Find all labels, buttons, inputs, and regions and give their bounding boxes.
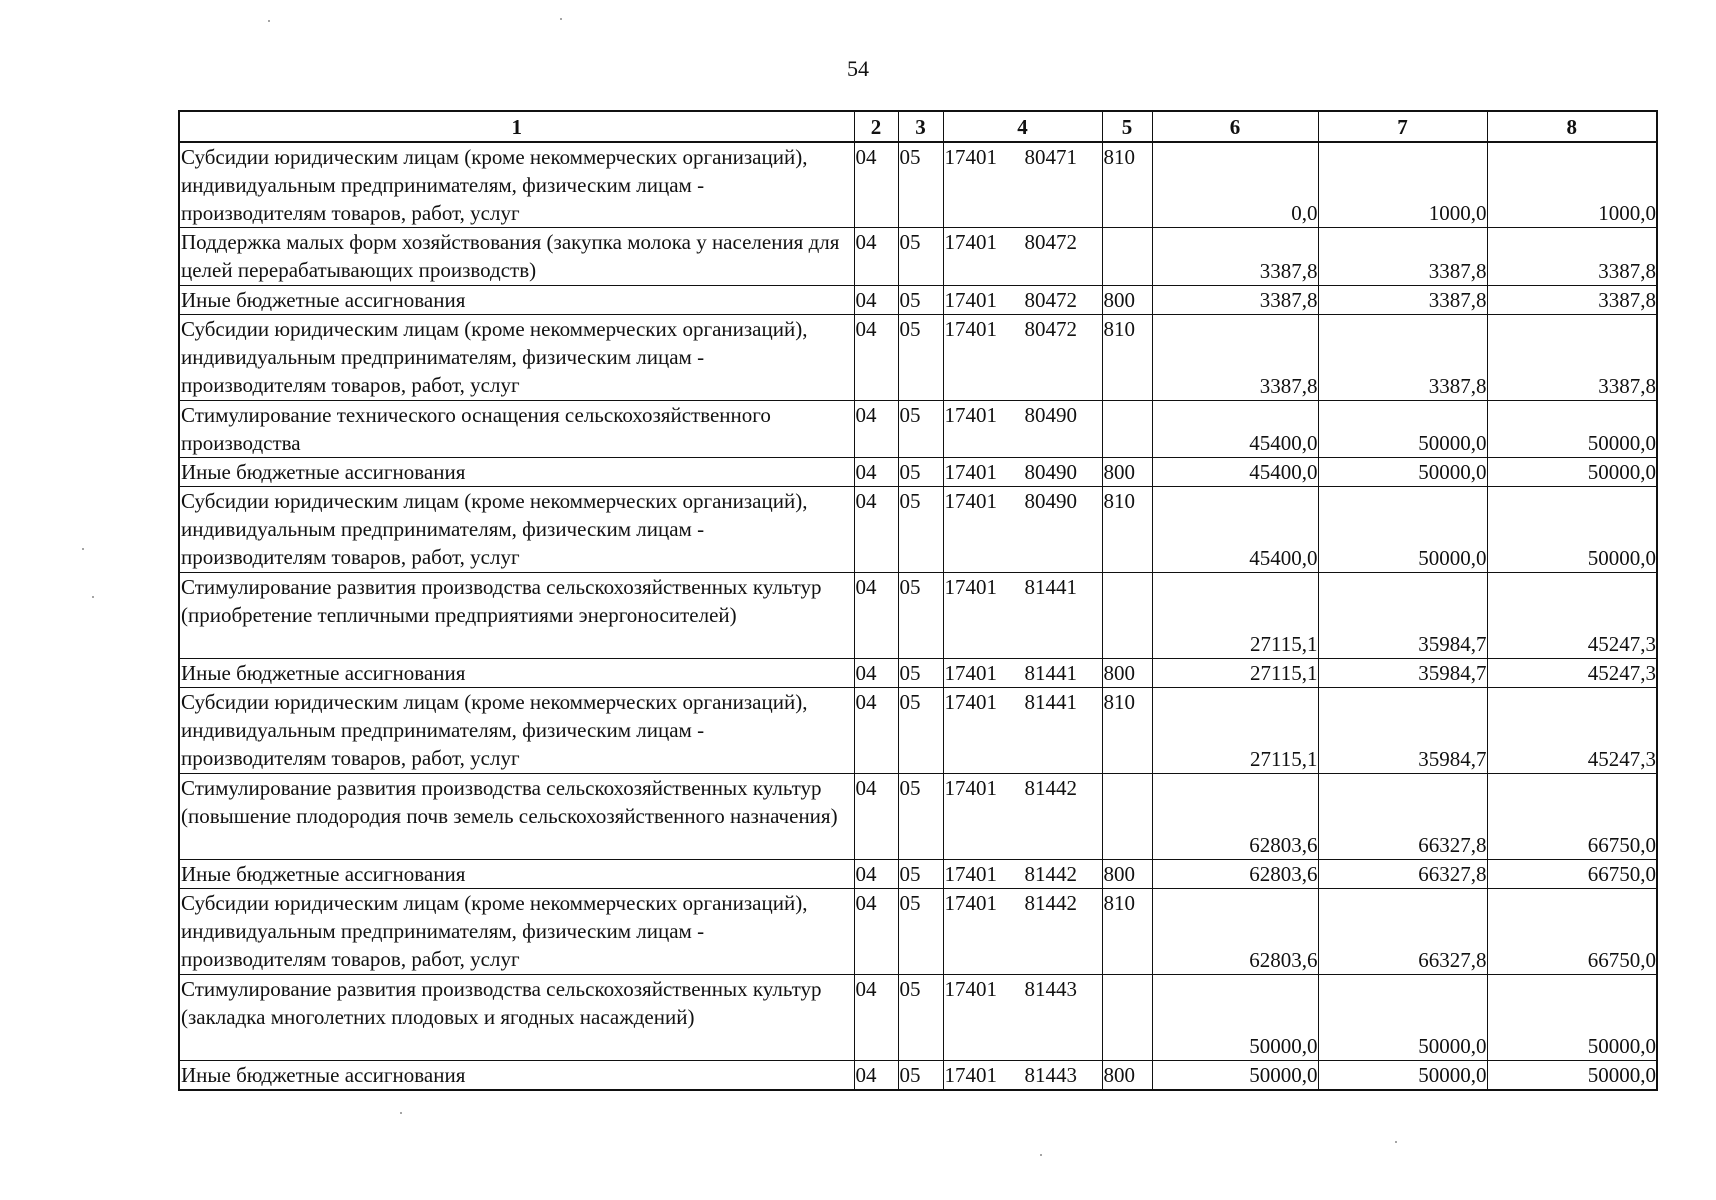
item-name: Субсидии юридическим лицам (кроме некоммерческих организаций), индивидуальным предпринимателям, физическим лицам - производителям товаров, работ, услуг [179, 142, 854, 228]
target-article-direction: 80490 [1024, 403, 1077, 427]
item-name: Субсидии юридическим лицам (кроме некоммерческих организаций), индивидуальным предпринимателям, физическим лицам - производителям товаров, работ, услуг [179, 889, 854, 975]
amount-col-6: 45400,0 [1152, 401, 1318, 458]
table-row [179, 659, 1657, 688]
item-name: Стимулирование развития производства сельскохозяйственных культур (приобретение тепличными предприятиями энергоносителей) [179, 573, 854, 659]
amount-col-8: 66750,0 [1487, 860, 1657, 889]
target-article-direction: 81442 [1024, 891, 1077, 915]
item-name: Иные бюджетные ассигнования [179, 659, 854, 688]
scan-speck [92, 596, 94, 598]
expense-type-code [1102, 228, 1152, 286]
amount-col-7: 50000,0 [1318, 458, 1487, 487]
section-code: 04 [854, 142, 898, 228]
section-code: 04 [854, 458, 898, 487]
expense-type-code: 810 [1102, 315, 1152, 401]
amount-col-8: 45247,3 [1487, 688, 1657, 774]
section-code: 04 [854, 286, 898, 315]
amount-col-7: 50000,0 [1318, 401, 1487, 458]
table-row [179, 688, 1657, 774]
amount-col-6: 50000,0 [1152, 1061, 1318, 1091]
section-code: 04 [854, 688, 898, 774]
column-header: 7 [1318, 111, 1487, 142]
target-article-code [943, 975, 1102, 1061]
target-article-program: 17401 [944, 288, 997, 312]
amount-col-6: 62803,6 [1152, 774, 1318, 860]
target-article-direction: 81443 [1024, 1063, 1077, 1087]
scan-speck [1395, 1141, 1397, 1143]
item-name: Иные бюджетные ассигнования [179, 286, 854, 315]
item-name: Субсидии юридическим лицам (кроме некоммерческих организаций), индивидуальным предпринимателям, физическим лицам - производителям товаров, работ, услуг [179, 487, 854, 573]
section-code: 04 [854, 774, 898, 860]
target-article-program: 17401 [944, 460, 997, 484]
amount-col-7: 1000,0 [1318, 142, 1487, 228]
expense-type-code: 810 [1102, 487, 1152, 573]
scan-speck [268, 20, 270, 22]
amount-col-7: 50000,0 [1318, 1061, 1487, 1091]
page-number: 54 [847, 56, 869, 81]
target-article-code [943, 286, 1102, 315]
target-article-program: 17401 [944, 977, 997, 1001]
target-article-direction: 81443 [1024, 977, 1077, 1001]
amount-col-6: 45400,0 [1152, 487, 1318, 573]
item-name: Иные бюджетные ассигнования [179, 860, 854, 889]
section-code: 04 [854, 975, 898, 1061]
expense-type-code: 810 [1102, 889, 1152, 975]
table-row [179, 975, 1657, 1061]
target-article-code [943, 774, 1102, 860]
target-article-direction: 81441 [1024, 661, 1077, 685]
table-row [179, 142, 1657, 228]
section-code: 04 [854, 401, 898, 458]
amount-col-7: 66327,8 [1318, 889, 1487, 975]
item-name: Стимулирование развития производства сельскохозяйственных культур (закладка многолетних плодовых и ягодных насаждений) [179, 975, 854, 1061]
table-row [179, 315, 1657, 401]
amount-col-6: 62803,6 [1152, 889, 1318, 975]
table-row [179, 487, 1657, 573]
amount-col-7: 3387,8 [1318, 228, 1487, 286]
section-code: 04 [854, 487, 898, 573]
subsection-code: 05 [898, 228, 943, 286]
amount-col-7: 66327,8 [1318, 860, 1487, 889]
amount-col-8: 66750,0 [1487, 889, 1657, 975]
expense-type-code: 800 [1102, 286, 1152, 315]
item-name: Стимулирование развития производства сельскохозяйственных культур (повышение плодородия почв земель сельскохозяйственного назначения) [179, 774, 854, 860]
target-article-code [943, 860, 1102, 889]
item-name: Субсидии юридическим лицам (кроме некоммерческих организаций), индивидуальным предпринимателям, физическим лицам - производителям товаров, работ, услуг [179, 688, 854, 774]
target-article-code [943, 142, 1102, 228]
column-header: 6 [1152, 111, 1318, 142]
expense-type-code: 810 [1102, 142, 1152, 228]
amount-col-6: 27115,1 [1152, 688, 1318, 774]
subsection-code: 05 [898, 889, 943, 975]
amount-col-8: 3387,8 [1487, 228, 1657, 286]
table-row [179, 573, 1657, 659]
amount-col-8: 3387,8 [1487, 315, 1657, 401]
amount-col-7: 35984,7 [1318, 573, 1487, 659]
table-body [179, 142, 1657, 1090]
expense-type-code [1102, 975, 1152, 1061]
amount-col-8: 66750,0 [1487, 774, 1657, 860]
target-article-code [943, 315, 1102, 401]
column-header: 3 [898, 111, 943, 142]
section-code: 04 [854, 659, 898, 688]
table-header-row [179, 111, 1657, 142]
amount-col-8: 45247,3 [1487, 573, 1657, 659]
target-article-direction: 81442 [1024, 776, 1077, 800]
column-header: 1 [179, 111, 854, 142]
section-code: 04 [854, 1061, 898, 1091]
budget-table [178, 110, 1658, 1091]
table-row [179, 286, 1657, 315]
expense-type-code: 810 [1102, 688, 1152, 774]
amount-col-6: 3387,8 [1152, 286, 1318, 315]
target-article-code [943, 228, 1102, 286]
item-name: Стимулирование технического оснащения сельскохозяйственного производства [179, 401, 854, 458]
target-article-code [943, 659, 1102, 688]
amount-col-7: 50000,0 [1318, 975, 1487, 1061]
amount-col-8: 1000,0 [1487, 142, 1657, 228]
target-article-code [943, 573, 1102, 659]
item-name: Иные бюджетные ассигнования [179, 458, 854, 487]
subsection-code: 05 [898, 860, 943, 889]
target-article-direction: 80490 [1024, 489, 1077, 513]
target-article-program: 17401 [944, 317, 997, 341]
target-article-program: 17401 [944, 690, 997, 714]
expense-type-code: 800 [1102, 458, 1152, 487]
expense-type-code [1102, 774, 1152, 860]
section-code: 04 [854, 889, 898, 975]
target-article-direction: 80471 [1024, 145, 1077, 169]
amount-col-7: 3387,8 [1318, 286, 1487, 315]
amount-col-6: 27115,1 [1152, 573, 1318, 659]
scan-speck [560, 18, 562, 20]
column-header: 4 [943, 111, 1102, 142]
expense-type-code [1102, 573, 1152, 659]
amount-col-8: 50000,0 [1487, 458, 1657, 487]
target-article-program: 17401 [944, 891, 997, 915]
expense-type-code: 800 [1102, 860, 1152, 889]
section-code: 04 [854, 315, 898, 401]
subsection-code: 05 [898, 286, 943, 315]
target-article-program: 17401 [944, 776, 997, 800]
scan-speck [1040, 1154, 1042, 1156]
column-header: 8 [1487, 111, 1657, 142]
subsection-code: 05 [898, 774, 943, 860]
target-article-program: 17401 [944, 230, 997, 254]
subsection-code: 05 [898, 401, 943, 458]
target-article-program: 17401 [944, 862, 997, 886]
target-article-direction: 80472 [1024, 230, 1077, 254]
amount-col-6: 3387,8 [1152, 315, 1318, 401]
target-article-program: 17401 [944, 145, 997, 169]
table-row [179, 228, 1657, 286]
scan-speck [400, 1112, 402, 1114]
amount-col-8: 3387,8 [1487, 286, 1657, 315]
amount-col-8: 45247,3 [1487, 659, 1657, 688]
subsection-code: 05 [898, 688, 943, 774]
target-article-program: 17401 [944, 403, 997, 427]
amount-col-8: 50000,0 [1487, 487, 1657, 573]
target-article-direction: 81442 [1024, 862, 1077, 886]
amount-col-6: 0,0 [1152, 142, 1318, 228]
table-row [179, 458, 1657, 487]
column-header: 5 [1102, 111, 1152, 142]
target-article-program: 17401 [944, 575, 997, 599]
target-article-direction: 80472 [1024, 317, 1077, 341]
target-article-code [943, 487, 1102, 573]
amount-col-6: 62803,6 [1152, 860, 1318, 889]
target-article-direction: 80472 [1024, 288, 1077, 312]
amount-col-8: 50000,0 [1487, 1061, 1657, 1091]
target-article-code [943, 401, 1102, 458]
table-row [179, 889, 1657, 975]
item-name: Поддержка малых форм хозяйствования (закупка молока у населения для целей перерабатывающих производств) [179, 228, 854, 286]
expense-type-code: 800 [1102, 1061, 1152, 1091]
target-article-code [943, 889, 1102, 975]
subsection-code: 05 [898, 142, 943, 228]
amount-col-8: 50000,0 [1487, 401, 1657, 458]
subsection-code: 05 [898, 1061, 943, 1091]
amount-col-7: 50000,0 [1318, 487, 1487, 573]
item-name: Иные бюджетные ассигнования [179, 1061, 854, 1091]
expense-type-code: 800 [1102, 659, 1152, 688]
amount-col-6: 27115,1 [1152, 659, 1318, 688]
target-article-program: 17401 [944, 661, 997, 685]
subsection-code: 05 [898, 975, 943, 1061]
target-article-program: 17401 [944, 489, 997, 513]
target-article-direction: 81441 [1024, 690, 1077, 714]
target-article-direction: 80490 [1024, 460, 1077, 484]
amount-col-6: 3387,8 [1152, 228, 1318, 286]
scan-speck [82, 548, 84, 550]
target-article-code [943, 458, 1102, 487]
section-code: 04 [854, 860, 898, 889]
subsection-code: 05 [898, 487, 943, 573]
item-name: Субсидии юридическим лицам (кроме некоммерческих организаций), индивидуальным предпринимателям, физическим лицам - производителям товаров, работ, услуг [179, 315, 854, 401]
section-code: 04 [854, 228, 898, 286]
amount-col-7: 3387,8 [1318, 315, 1487, 401]
amount-col-7: 35984,7 [1318, 688, 1487, 774]
section-code: 04 [854, 573, 898, 659]
target-article-program: 17401 [944, 1063, 997, 1087]
subsection-code: 05 [898, 458, 943, 487]
table-row [179, 401, 1657, 458]
target-article-direction: 81441 [1024, 575, 1077, 599]
amount-col-7: 66327,8 [1318, 774, 1487, 860]
table-row [179, 774, 1657, 860]
amount-col-7: 35984,7 [1318, 659, 1487, 688]
target-article-code [943, 688, 1102, 774]
target-article-code [943, 1061, 1102, 1091]
subsection-code: 05 [898, 659, 943, 688]
table-row [179, 1061, 1657, 1091]
subsection-code: 05 [898, 315, 943, 401]
column-header: 2 [854, 111, 898, 142]
expense-type-code [1102, 401, 1152, 458]
amount-col-6: 45400,0 [1152, 458, 1318, 487]
table-row [179, 860, 1657, 889]
subsection-code: 05 [898, 573, 943, 659]
amount-col-6: 50000,0 [1152, 975, 1318, 1061]
amount-col-8: 50000,0 [1487, 975, 1657, 1061]
